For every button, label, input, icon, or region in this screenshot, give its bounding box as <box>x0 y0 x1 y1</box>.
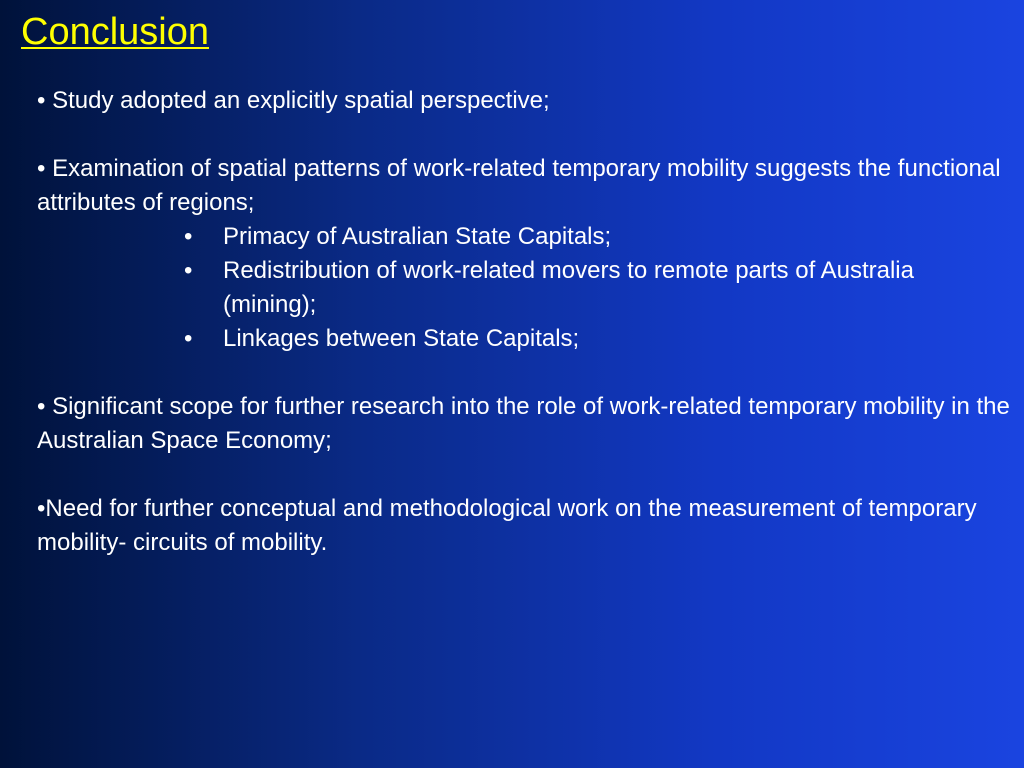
bullet-dot-icon: • <box>184 325 193 352</box>
bullet-study-perspective: • Study adopted an explicitly spatial perspective; <box>37 87 550 114</box>
sub-bullet-text: Primacy of Australian State Capitals; <box>223 223 612 250</box>
sub-bullet-item <box>37 254 943 322</box>
bullet-dot-icon: • <box>184 257 193 284</box>
slide-body <box>37 84 1017 560</box>
sub-bullet-text: Redistribution of work-related movers to remote parts of Australia (mining); <box>223 257 914 318</box>
sub-bullet-item <box>37 220 943 254</box>
bullet-conceptual-work: •Need for further conceptual and methodological work on the measurement of temporary mobility- circuits of mobility. <box>37 495 977 556</box>
sub-bullet-list <box>37 220 1017 356</box>
slide-title: Conclusion <box>21 11 209 53</box>
bullet-dot-icon: • <box>184 223 193 250</box>
bullet-spatial-patterns: • Examination of spatial patterns of work-related temporary mobility suggests the functional attributes of regions; <box>37 155 1001 216</box>
sub-bullet-text: Linkages between State Capitals; <box>223 325 580 352</box>
bullet-further-research: • Significant scope for further research into the role of work-related temporary mobility in the Australian Space Economy; <box>37 393 1010 454</box>
spacer <box>37 458 1017 492</box>
sub-bullet-item <box>37 322 943 356</box>
spacer <box>37 356 1017 390</box>
spacer <box>37 118 1017 152</box>
